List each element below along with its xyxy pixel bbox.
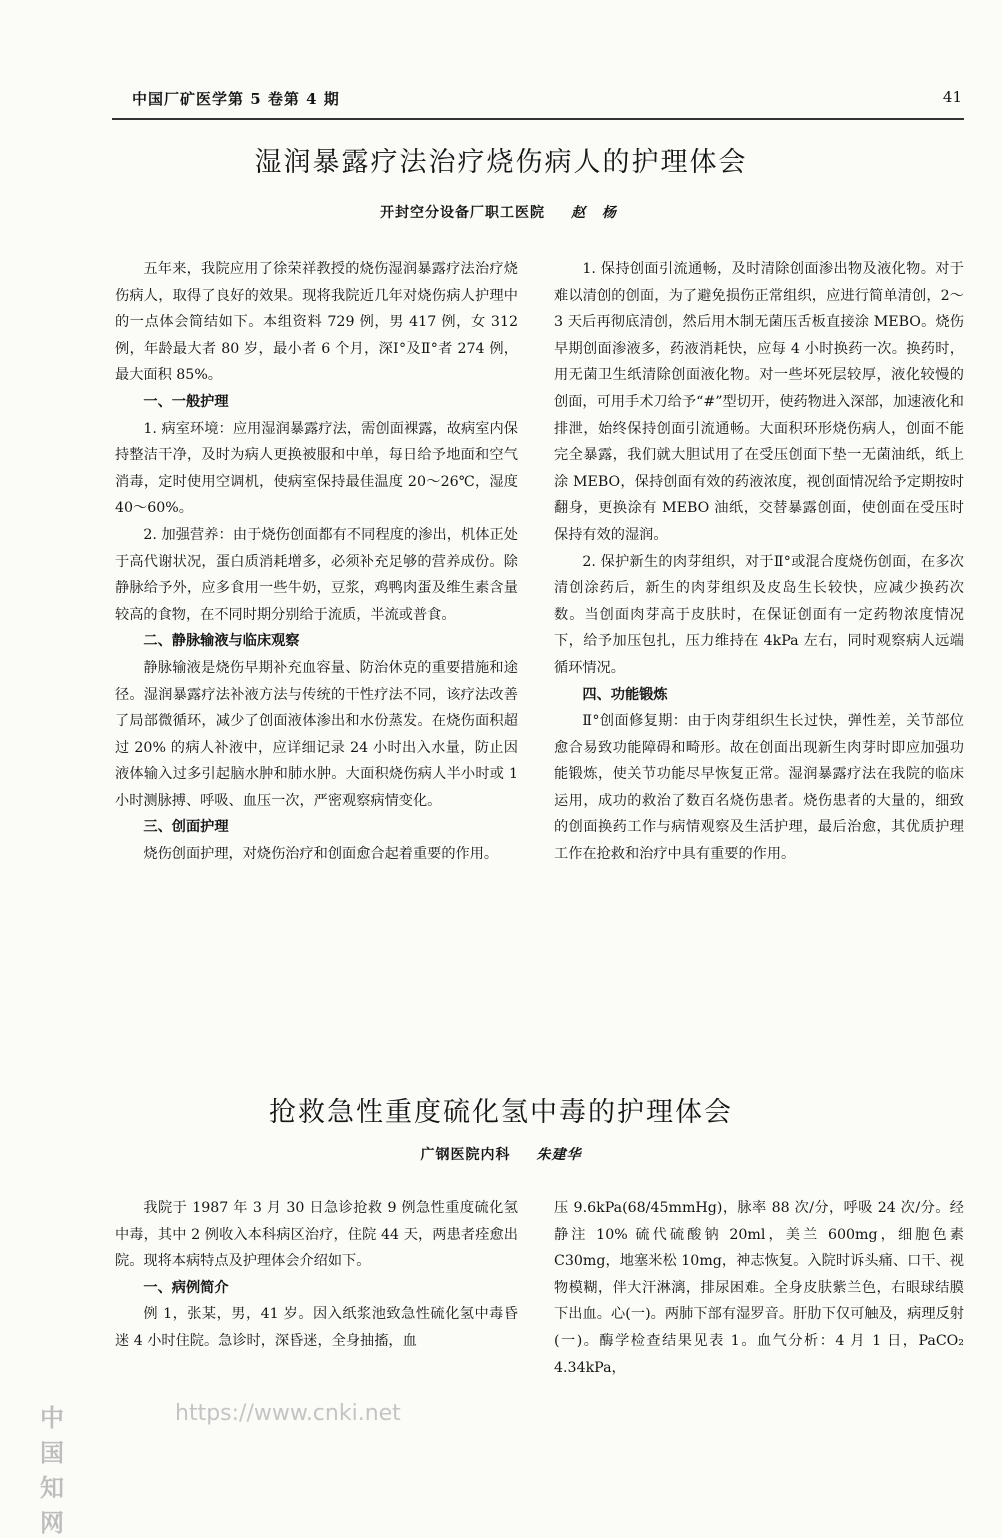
article1-author: 赵 杨	[571, 205, 622, 221]
section-heading: 一、病例简介	[143, 1279, 229, 1296]
page-number: 41	[942, 88, 962, 106]
article1-left-column	[115, 256, 518, 868]
paragraph: 1. 保持创面引流通畅，及时清除创面渗出物及液化物。对于难以清创的创面，为了避免损伤正常组织，应进行简单清创，2～3 天后再彻底清创，然后用木制无菌压舌板直接涂 MEBO。烧伤早期创面渗液多，药液消耗快，应每 4 小时换药一次。换药时，用无菌卫生纸清除创面液化物。对一些坏死层较厚，液化较慢的创面，可用手术刀给予“#”型切开，使药物进入深部，加速液化和排泄，始终保持创面引流通畅。大面积环形烧伤病人，创面不能完全暴露，我们就大胆试用了在受压创面下垫一无菌油纸，纸上涂 MEBO，保持创面有效的药液浓度，视创面情况给予定期按时翻身，更换涂有 MEBO 油纸，交替暴露创面，使创面在受压时保持有效的湿润。	[554, 261, 964, 543]
article2-left-column	[115, 1195, 518, 1355]
article1-byline	[0, 202, 1002, 222]
article2-title: 抢救急性重度硫化氢中毒的护理体会	[269, 1097, 733, 1128]
paragraph: 2. 保护新生的肉芽组织，对于Ⅱ°或混合度烧伤创面，在多次清创涂药后，新生的肉芽组织及皮岛生长较快，应减少换药次数。当创面肉芽高于皮肤时，在保证创面有一定药物浓度情况下，给予加压包扎，压力维持在 4kPa 左右，同时观察病人远端循环情况。	[554, 553, 964, 676]
article2-right-column	[554, 1195, 964, 1381]
paragraph: 例 1，张某，男，41 岁。因入纸浆池致急性硫化氢中毒昏迷 4 小时住院。急诊时，深昏迷，全身抽搐，血	[115, 1306, 518, 1349]
cnki-logo: 中国知网	[40, 1404, 65, 1537]
article2-author: 朱建华	[536, 1147, 582, 1163]
header-rule	[112, 118, 964, 120]
paragraph: 我院于 1987 年 3 月 30 日急诊抢救 9 例急性重度硫化氢中毒，其中 2 例收入本科病区治疗，住院 44 天，两患者痊愈出院。现将本病特点及护理体会介绍如下。	[115, 1200, 518, 1270]
section-heading: 四、功能锻炼	[582, 686, 668, 703]
paragraph: Ⅱ°创面修复期：由于肉芽组织生长过快，弹性差，关节部位愈合易致功能障碍和畸形。故在创面出现新生肉芽时即应加强功能锻炼，使关节功能尽早恢复正常。湿润暴露疗法在我院的临床运用，成功的救治了数百名烧伤患者。烧伤患者的大量的，细致的创面换药工作与病情观察及生活护理，最后治愈，其优质护理工作在抢救和治疗中具有重要的作用。	[554, 713, 964, 863]
page-header	[132, 88, 962, 114]
article2-affiliation: 广钢医院内科	[420, 1147, 511, 1163]
paragraph: 1. 病室环境：应用湿润暴露疗法，需创面裸露，故病室内保持整洁干净，及时为病人更换被服和中单，每日给予地面和空气消毒，定时使用空调机，使病室保持最佳温度 20～26℃，湿度 40～60%。	[115, 420, 518, 517]
article2-byline	[0, 1144, 1002, 1164]
journal-name: 中国厂矿医学第 5 卷第 4 期	[132, 90, 340, 108]
section-heading: 二、静脉输液与临床观察	[143, 633, 300, 650]
article1-right-column	[554, 256, 964, 868]
paragraph: 烧伤创面护理，对烧伤治疗和创面愈合起着重要的作用。	[143, 846, 499, 863]
article1-title: 湿润暴露疗法治疗烧伤病人的护理体会	[254, 147, 748, 178]
section-heading: 一、一般护理	[143, 393, 229, 410]
cnki-url: https://www.cnki.net	[175, 1401, 401, 1426]
section-heading: 三、创面护理	[143, 819, 229, 836]
paragraph: 静脉输液是烧伤早期补充血容量、防治休克的重要措施和途径。湿润暴露疗法补液方法与传统的干性疗法不同，该疗法改善了局部微循环，减少了创面液体渗出和水份蒸发。在烧伤面积超过 20% 的病人补液中，应详细记录 24 小时出入水量，防止因液体输入过多引起脑水肿和肺水肿。大面积烧伤病人半小时或 1 小时测脉搏、呼吸、血压一次，严密观察病情变化。	[115, 659, 518, 809]
paragraph: 五年来，我院应用了徐荣祥教授的烧伤湿润暴露疗法治疗烧伤病人，取得了良好的效果。现将我院近几年对烧伤病人护理中的一点体会简结如下。本组资料 729 例，男 417 例，女 312 例，年龄最大者 80 岁，最小者 6 个月，深Ⅰ°及Ⅱ°者 274 例，最大面积 85%。	[115, 261, 518, 384]
paragraph: 2. 加强营养：由于烧伤创面都有不同程度的渗出，机体正处于高代谢状况，蛋白质消耗增多，必须补充足够的营养成份。除静脉给予外，应多食用一些牛奶，豆浆，鸡鸭肉蛋及维生素含量较高的食物，在不同时期分别给于流质，半流或普食。	[115, 526, 518, 623]
article1-affiliation: 开封空分设备厂职工医院	[380, 205, 546, 221]
paragraph: 压 9.6kPa(68/45mmHg)，脉率 88 次/分，呼吸 24 次/分。经静注 10% 硫代硫酸钠 20ml，美兰 600mg，细胞色素 C30mg，地塞米松 10mg，神志恢复。入院时诉头痛、口干、视物模糊，伴大汗淋漓，排尿困难。全身皮肤紫兰色，右眼球结膜下出血。心(一)。两肺下部有湿罗音。肝肋下仅可触及，病理反射(一)。酶学检查结果见表 1。血气分析：4 月 1 日，PaCO₂ 4.34kPa，	[554, 1200, 964, 1376]
